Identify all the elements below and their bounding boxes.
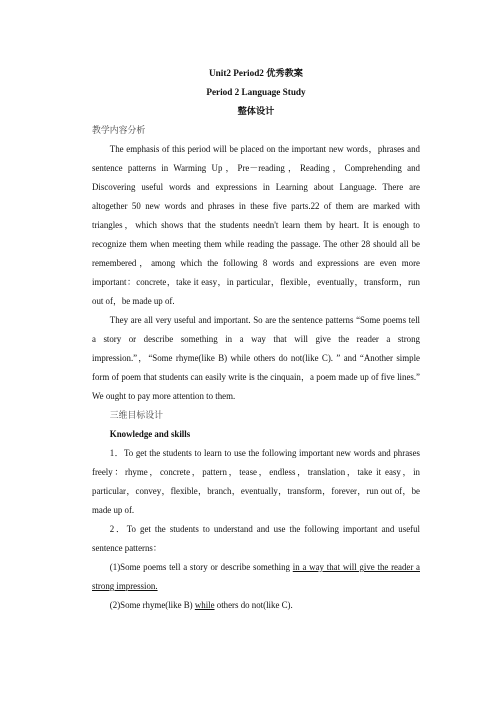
list-item-sentence-patterns: 2．To get the students to understand and use the following important and useful sentence patterns： [92,524,420,553]
overall-design-heading: 整体设计 [237,106,275,116]
document-content [92,64,420,615]
sentence-pattern-1-underlined: in a way that will give the reader a strong impression. [92,562,420,591]
section-heading-three-dimensional-goals: 三维目标设计 [109,410,164,420]
sentence-pattern-2-text-start: (2)Some rhyme(like B) [109,600,195,610]
paragraph-sentence-patterns: They are all very useful and important. So are the sentence patterns “Some poems tell a story or describe something in a way that will give the reader a strong impression.”，“Some rhyme(like B) while others do not(like C). ” and “Another simple form of poem that students can easily write is the cinquain，a poem made up of five lines.” We ought to pay more attention to them. [92,315,420,401]
document-title: Unit2 Period2 优秀教案 [209,68,303,78]
paragraph-emphasis: The emphasis of this period will be placed on the important new words，phrases and sentence patterns in Warming Up，Pre－reading，Reading，Comprehending and Discovering useful words and expressions in Learning about Language. There are altogether 50 new words and phrases in these five parts.22 of them are marked with triangles，which shows that the students needn't learn them by heart. It is enough to recognize them when meeting them while reading the passage. The other 28 should all be remembered，among which the following 8 words and expressions are even more important：concrete，take it easy，in particular，flexible，eventually，transform，run out of，be made up of. [92,144,420,306]
knowledge-skills-heading: Knowledge and skills [109,429,191,439]
sentence-pattern-2-underlined: while [194,600,215,610]
sentence-pattern-1 [92,558,420,596]
document-subtitle: Period 2 Language Study [206,87,306,97]
sentence-pattern-1-text: (1)Some poems tell a story or describe something [109,562,293,572]
sentence-pattern-2-text-end: others do not(like C). [214,600,293,610]
sentence-pattern-2 [92,596,420,615]
list-item-words-phrases: 1．To get the students to learn to use the following important new words and phrases freely：rhyme，concrete，pattern，tease，endless，translation，take it easy，in particular，convey，flexible，branch，eventually，transform，forever，run out of，be made up of. [92,448,420,515]
section-heading-content-analysis: 教学内容分析 [92,125,146,135]
